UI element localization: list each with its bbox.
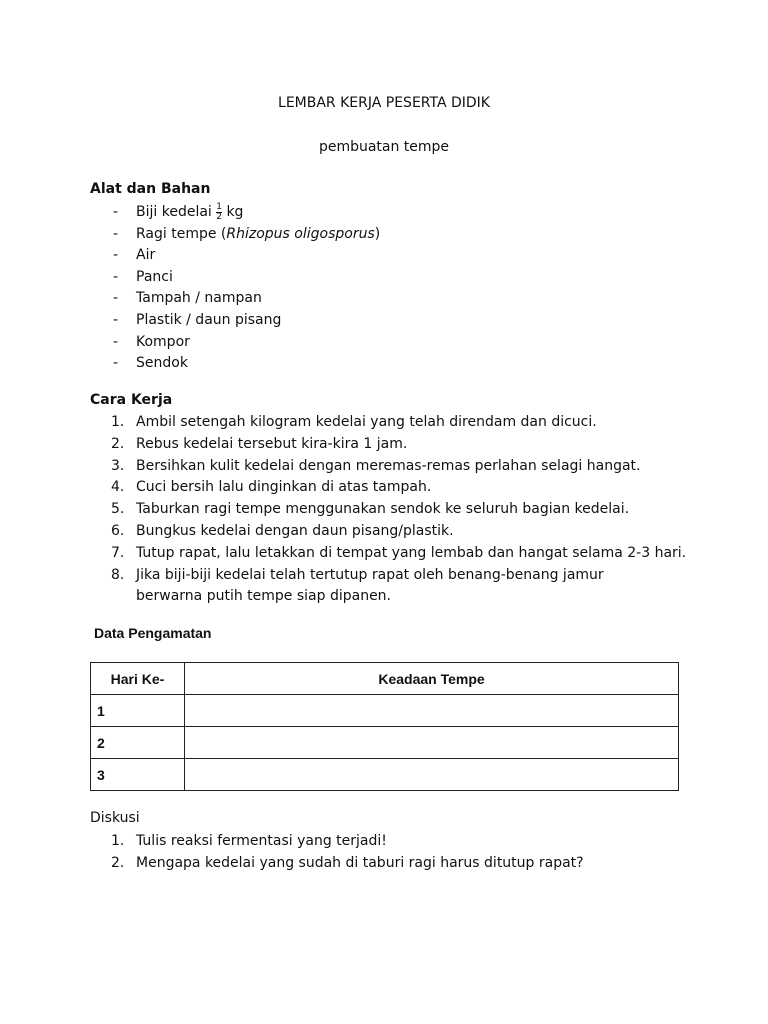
step-text: Taburkan ragi tempe menggunakan sendok ke seluruh bagian kedelai. [136, 501, 630, 518]
step-number: 5. [111, 501, 125, 518]
step-number: 3. [111, 457, 125, 474]
section-heading-alat-bahan: Alat dan Bahan [90, 181, 211, 197]
step-text: Ambil setengah kilogram kedelai yang telah direndam dan dicuci. [136, 414, 597, 430]
section-heading-diskusi: Diskusi [90, 810, 140, 826]
list-marker: - [113, 204, 119, 220]
item-label: Tampah / nampan [136, 290, 262, 307]
fraction-denominator: 2 [216, 211, 222, 222]
question-number: 2. [111, 854, 125, 871]
cell-hari: 2 [91, 727, 185, 759]
page-title: LEMBAR KERJA PESERTA DIDIK [278, 95, 490, 111]
item-label: Panci [136, 268, 173, 285]
table-row [91, 727, 679, 759]
fraction-numerator: 1 [216, 201, 222, 212]
table-row [91, 695, 679, 727]
item-label: Biji kedelai [136, 204, 212, 220]
observation-table [90, 662, 679, 791]
step-text-continued: berwarna putih tempe siap dipanen. [136, 588, 392, 605]
question-number: 1. [111, 833, 125, 849]
table-header-row [91, 663, 679, 695]
cell-keadaan [185, 727, 679, 759]
step-number: 7. [111, 544, 125, 561]
step-item [90, 434, 696, 456]
step-item [90, 477, 696, 499]
step-text: Bungkus kedelai dengan daun pisang/plastik. [136, 522, 454, 539]
item-label: Sendok [136, 355, 188, 372]
cell-keadaan [185, 759, 679, 791]
cell-hari: 3 [91, 759, 185, 791]
item-label: Plastik / daun pisang [136, 311, 282, 328]
species-name: Rhizopus oligosporus [226, 225, 375, 242]
step-text: Jika biji-biji kedelai telah tertutup rapat oleh benang-benang jamur [136, 566, 604, 583]
table-row [91, 759, 679, 791]
page-subtitle: pembuatan tempe [318, 139, 450, 155]
item-label: Ragi tempe ( [136, 225, 227, 242]
list-marker: - [113, 355, 119, 372]
section-heading-data-pengamatan: Data Pengamatan [94, 625, 212, 641]
item-label: Kompor [136, 333, 190, 350]
cell-hari: 1 [91, 695, 185, 727]
question-text: Tulis reaksi fermentasi yang terjadi! [136, 833, 387, 849]
step-number: 8. [111, 566, 125, 583]
step-item [90, 565, 696, 609]
item-label-end: ) [374, 225, 381, 242]
step-number: 4. [111, 479, 125, 496]
step-number: 2. [111, 435, 125, 452]
step-item [90, 499, 696, 521]
list-marker: - [113, 290, 119, 307]
question-text: Mengapa kedelai yang sudah di taburi ragi harus ditutup rapat? [136, 854, 584, 871]
steps-list [90, 412, 696, 608]
section-heading-cara-kerja: Cara Kerja [90, 392, 173, 408]
step-item [90, 456, 696, 478]
column-header-keadaan: Keadaan Tempe [185, 663, 679, 695]
list-marker: - [113, 247, 119, 264]
step-number: 1. [111, 414, 125, 430]
step-item [90, 521, 696, 543]
step-text: Rebus kedelai tersebut kira-kira 1 jam. [136, 435, 408, 452]
step-text: Tutup rapat, lalu letakkan di tempat yang lembab dan hangat selama 2-3 hari. [136, 544, 687, 561]
cell-keadaan [185, 695, 679, 727]
list-marker: - [113, 311, 119, 328]
step-number: 6. [111, 522, 125, 539]
step-text: Bersihkan kulit kedelai dengan meremas-remas perlahan selagi hangat. [136, 457, 641, 474]
list-marker: - [113, 333, 119, 350]
column-header-hari: Hari Ke- [91, 663, 185, 695]
step-item [90, 412, 696, 434]
fraction [216, 203, 222, 222]
item-unit: kg [226, 204, 244, 220]
list-marker: - [113, 225, 119, 242]
step-text: Cuci bersih lalu dinginkan di atas tampah. [136, 479, 432, 496]
step-item [90, 543, 696, 565]
item-label: Air [136, 247, 156, 264]
list-marker: - [113, 268, 119, 285]
